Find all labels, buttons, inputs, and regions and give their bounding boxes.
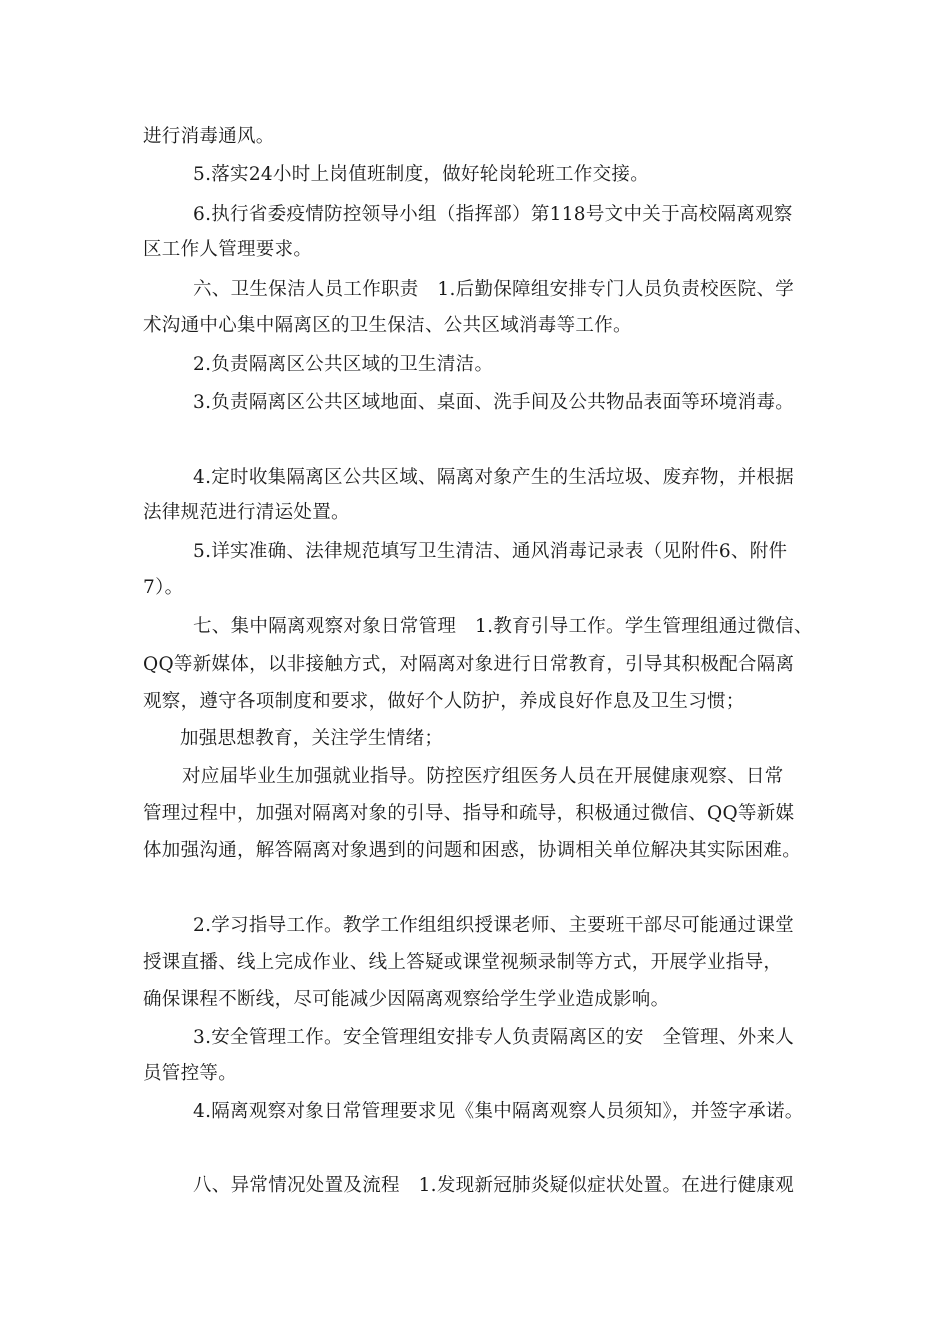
text-line: 进行消毒通风。 [143, 126, 275, 147]
text-line: 2.负责隔离区公共区域的卫生清洁。 [193, 354, 494, 375]
text-line: 观察，遵守各项制度和要求，做好个人防护，养成良好作息及卫生习惯； [143, 691, 745, 712]
section-heading-6-line: 六、卫生保洁人员工作职责 1.后勤保障组安排专门人员负责校医院、学 [193, 279, 795, 300]
text-line: 授课直播、线上完成作业、线上答疑或课堂视频录制等方式，开展学业指导， [143, 952, 783, 973]
text-line: 加强思想教育，关注学生情绪； [180, 728, 444, 749]
text-line: 对应届毕业生加强就业指导。防控医疗组医务人员在开展健康观察、日常 [182, 766, 784, 787]
text-line: 员管控等。 [143, 1063, 238, 1084]
text-line: 7）。 [143, 577, 184, 598]
text-line: 2.学习指导工作。教学工作组组织授课老师、主要班干部尽可能通过课堂 [193, 915, 795, 936]
text-line: 3.负责隔离区公共区域地面、桌面、洗手间及公共物品表面等环境消毒。 [193, 392, 795, 413]
text-line: 体加强沟通，解答隔离对象遇到的问题和困惑，协调相关单位解决其实际困难。 [143, 840, 802, 861]
section-heading-7-line: 七、集中隔离观察对象日常管理 1.教育引导工作。学生管理组通过微信、 [193, 616, 813, 637]
text-line: 4.隔离观察对象日常管理要求见《集中隔离观察人员须知》，并签字承诺。 [193, 1101, 804, 1122]
text-line: 确保课程不断线，尽可能减少因隔离观察给学生学业造成影响。 [143, 989, 670, 1010]
text-line: 6.执行省委疫情防控领导小组（指挥部）第118号文中关于高校隔离观察 [193, 204, 793, 225]
text-line: 5.详实准确、法律规范填写卫生清洁、通风消毒记录表（见附件6、附件 [193, 541, 788, 562]
text-line: 术沟通中心集中隔离区的卫生保洁、公共区域消毒等工作。 [143, 315, 632, 336]
text-line: 4.定时收集隔离区公共区域、隔离对象产生的生活垃圾、废弃物，并根据 [193, 467, 795, 488]
section-heading-8-line: 八、异常情况处置及流程 1.发现新冠肺炎疑似症状处置。在进行健康观 [193, 1175, 795, 1196]
text-line: 法律规范进行清运处置。 [143, 502, 350, 523]
text-line: 管理过程中，加强对隔离对象的引导、指导和疏导，积极通过微信、QQ等新媒 [143, 803, 795, 824]
text-line: 区工作人管理要求。 [143, 239, 313, 260]
text-line: 5.落实24小时上岗值班制度，做好轮岗轮班工作交接。 [193, 164, 649, 185]
text-line: QQ等新媒体，以非接触方式，对隔离对象进行日常教育，引导其积极配合隔离 [143, 654, 795, 675]
text-line: 3.安全管理工作。安全管理组安排专人负责隔离区的安 全管理、外来人 [193, 1027, 795, 1048]
